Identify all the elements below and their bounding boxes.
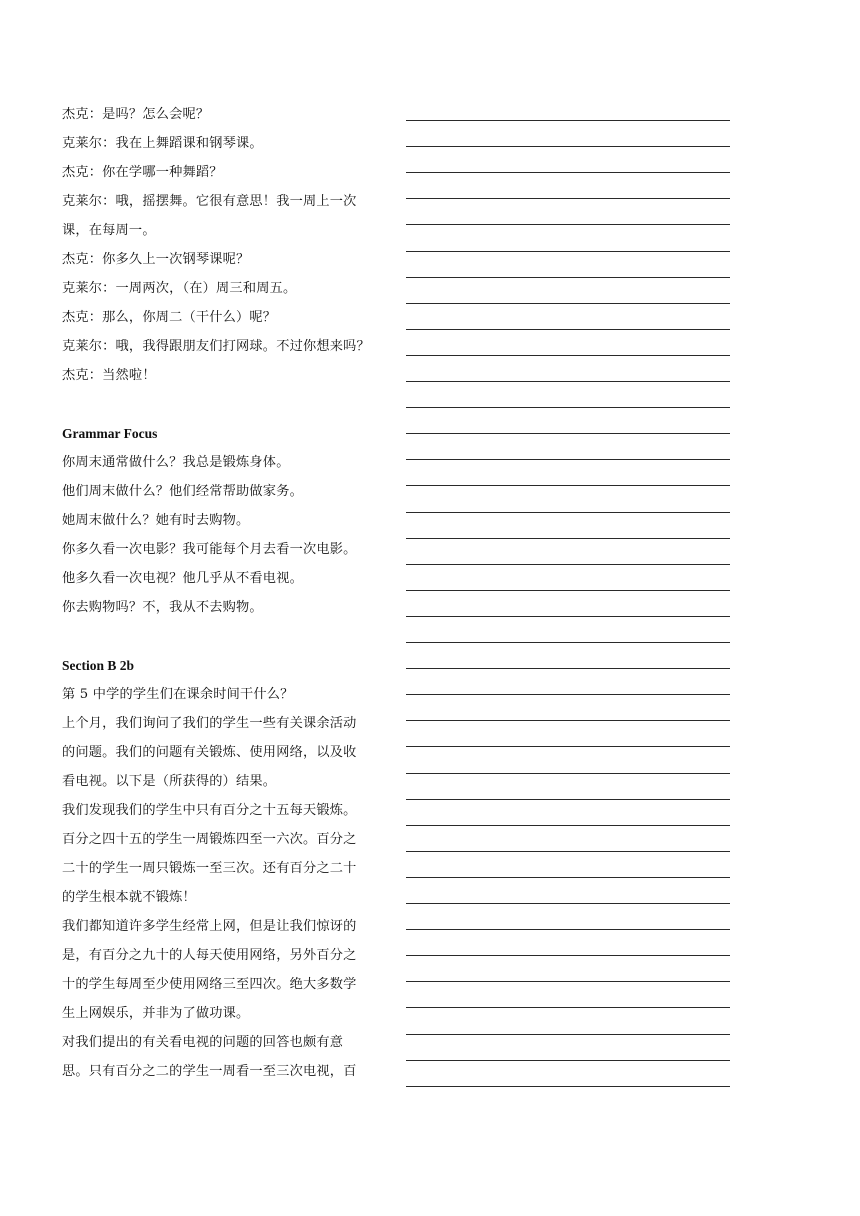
text-line: 十的学生每周至少使用网络三至四次。绝大多数学	[62, 977, 357, 992]
text-line: 是，有百分之九十的人每天使用网络，另外百分之	[62, 948, 357, 963]
text-line: 你多久看一次电影？我可能每个月去看一次电影。	[62, 542, 357, 557]
text-line: 我们都知道许多学生经常上网，但是让我们惊讶的	[62, 919, 357, 934]
text-line: 她周末做什么？她有时去购物。	[62, 513, 250, 528]
writing-line	[406, 329, 730, 330]
writing-line	[406, 172, 730, 173]
text-line: 我们发现我们的学生中只有百分之十五每天锻炼。	[62, 803, 357, 818]
writing-lines-column	[406, 0, 730, 1216]
writing-line	[406, 146, 730, 147]
text-line: 他们周末做什么？他们经常帮助做家务。	[62, 484, 303, 499]
text-line: 看电视。以下是（所获得的）结果。	[62, 774, 277, 789]
writing-line	[406, 929, 730, 930]
writing-line	[406, 825, 730, 826]
writing-line	[406, 903, 730, 904]
writing-line	[406, 877, 730, 878]
chinese-translation-column	[62, 100, 396, 1086]
writing-line	[406, 538, 730, 539]
writing-line	[406, 694, 730, 695]
writing-line	[406, 720, 730, 721]
writing-line	[406, 616, 730, 617]
text-line: 杰克：你在学哪一种舞蹈？	[62, 165, 223, 180]
writing-line	[406, 773, 730, 774]
text-line: 的问题。我们的问题有关锻炼、使用网络，以及收	[62, 745, 357, 760]
writing-line	[406, 981, 730, 982]
writing-line	[406, 1060, 730, 1061]
writing-line	[406, 459, 730, 460]
text-line: 杰克：当然啦！	[62, 368, 156, 383]
writing-line	[406, 120, 730, 121]
text-line: 克莱尔：哦，摇摆舞。它很有意思！我一周上一次	[62, 194, 357, 209]
writing-line	[406, 1034, 730, 1035]
text-line: 对我们提出的有关看电视的问题的回答也颇有意	[62, 1035, 344, 1050]
writing-line	[406, 1086, 730, 1087]
blank-line	[62, 390, 396, 419]
writing-line	[406, 668, 730, 669]
section-heading: Section B 2b	[62, 658, 135, 673]
writing-line	[406, 590, 730, 591]
text-line: 第 5 中学的学生们在课余时间干什么？	[62, 687, 294, 702]
writing-line	[406, 198, 730, 199]
writing-line	[406, 799, 730, 800]
writing-line	[406, 512, 730, 513]
blank-line	[62, 622, 396, 651]
text-line: 生上网娱乐，并非为了做功课。	[62, 1006, 250, 1021]
writing-line	[406, 851, 730, 852]
text-line: 思。只有百分之二的学生一周看一至三次电视，百	[62, 1064, 357, 1079]
writing-line	[406, 251, 730, 252]
text-line: 克莱尔：哦，我得跟朋友们打网球。不过你想来吗？	[62, 339, 370, 354]
writing-line	[406, 381, 730, 382]
text-line: 的学生根本就不锻炼！	[62, 890, 196, 905]
text-line: 克莱尔：一周两次，（在）周三和周五。	[62, 281, 297, 296]
text-line: 你周末通常做什么？我总是锻炼身体。	[62, 455, 290, 470]
writing-line	[406, 485, 730, 486]
text-line: 杰克：是吗？怎么会呢？	[62, 107, 210, 122]
writing-line	[406, 1007, 730, 1008]
text-line: 你去购物吗？不，我从不去购物。	[62, 600, 263, 615]
writing-line	[406, 277, 730, 278]
writing-line	[406, 303, 730, 304]
writing-line	[406, 746, 730, 747]
text-line: 克莱尔：我在上舞蹈课和钢琴课。	[62, 136, 263, 151]
text-line: 课，在每周一。	[62, 223, 156, 238]
text-line: 杰克：那么，你周二（干什么）呢？	[62, 310, 277, 325]
text-line: 二十的学生一周只锻炼一至三次。还有百分之二十	[62, 861, 357, 876]
writing-line	[406, 955, 730, 956]
text-line: 上个月，我们询问了我们的学生一些有关课余活动	[62, 716, 357, 731]
writing-line	[406, 642, 730, 643]
text-line: 百分之四十五的学生一周锻炼四至一六次。百分之	[62, 832, 357, 847]
section-heading: Grammar Focus	[62, 426, 158, 441]
writing-line	[406, 224, 730, 225]
writing-line	[406, 433, 730, 434]
writing-line	[406, 564, 730, 565]
text-line: 他多久看一次电视？他几乎从不看电视。	[62, 571, 303, 586]
text-line: 杰克：你多久上一次钢琴课呢？	[62, 252, 250, 267]
writing-line	[406, 355, 730, 356]
writing-line	[406, 407, 730, 408]
